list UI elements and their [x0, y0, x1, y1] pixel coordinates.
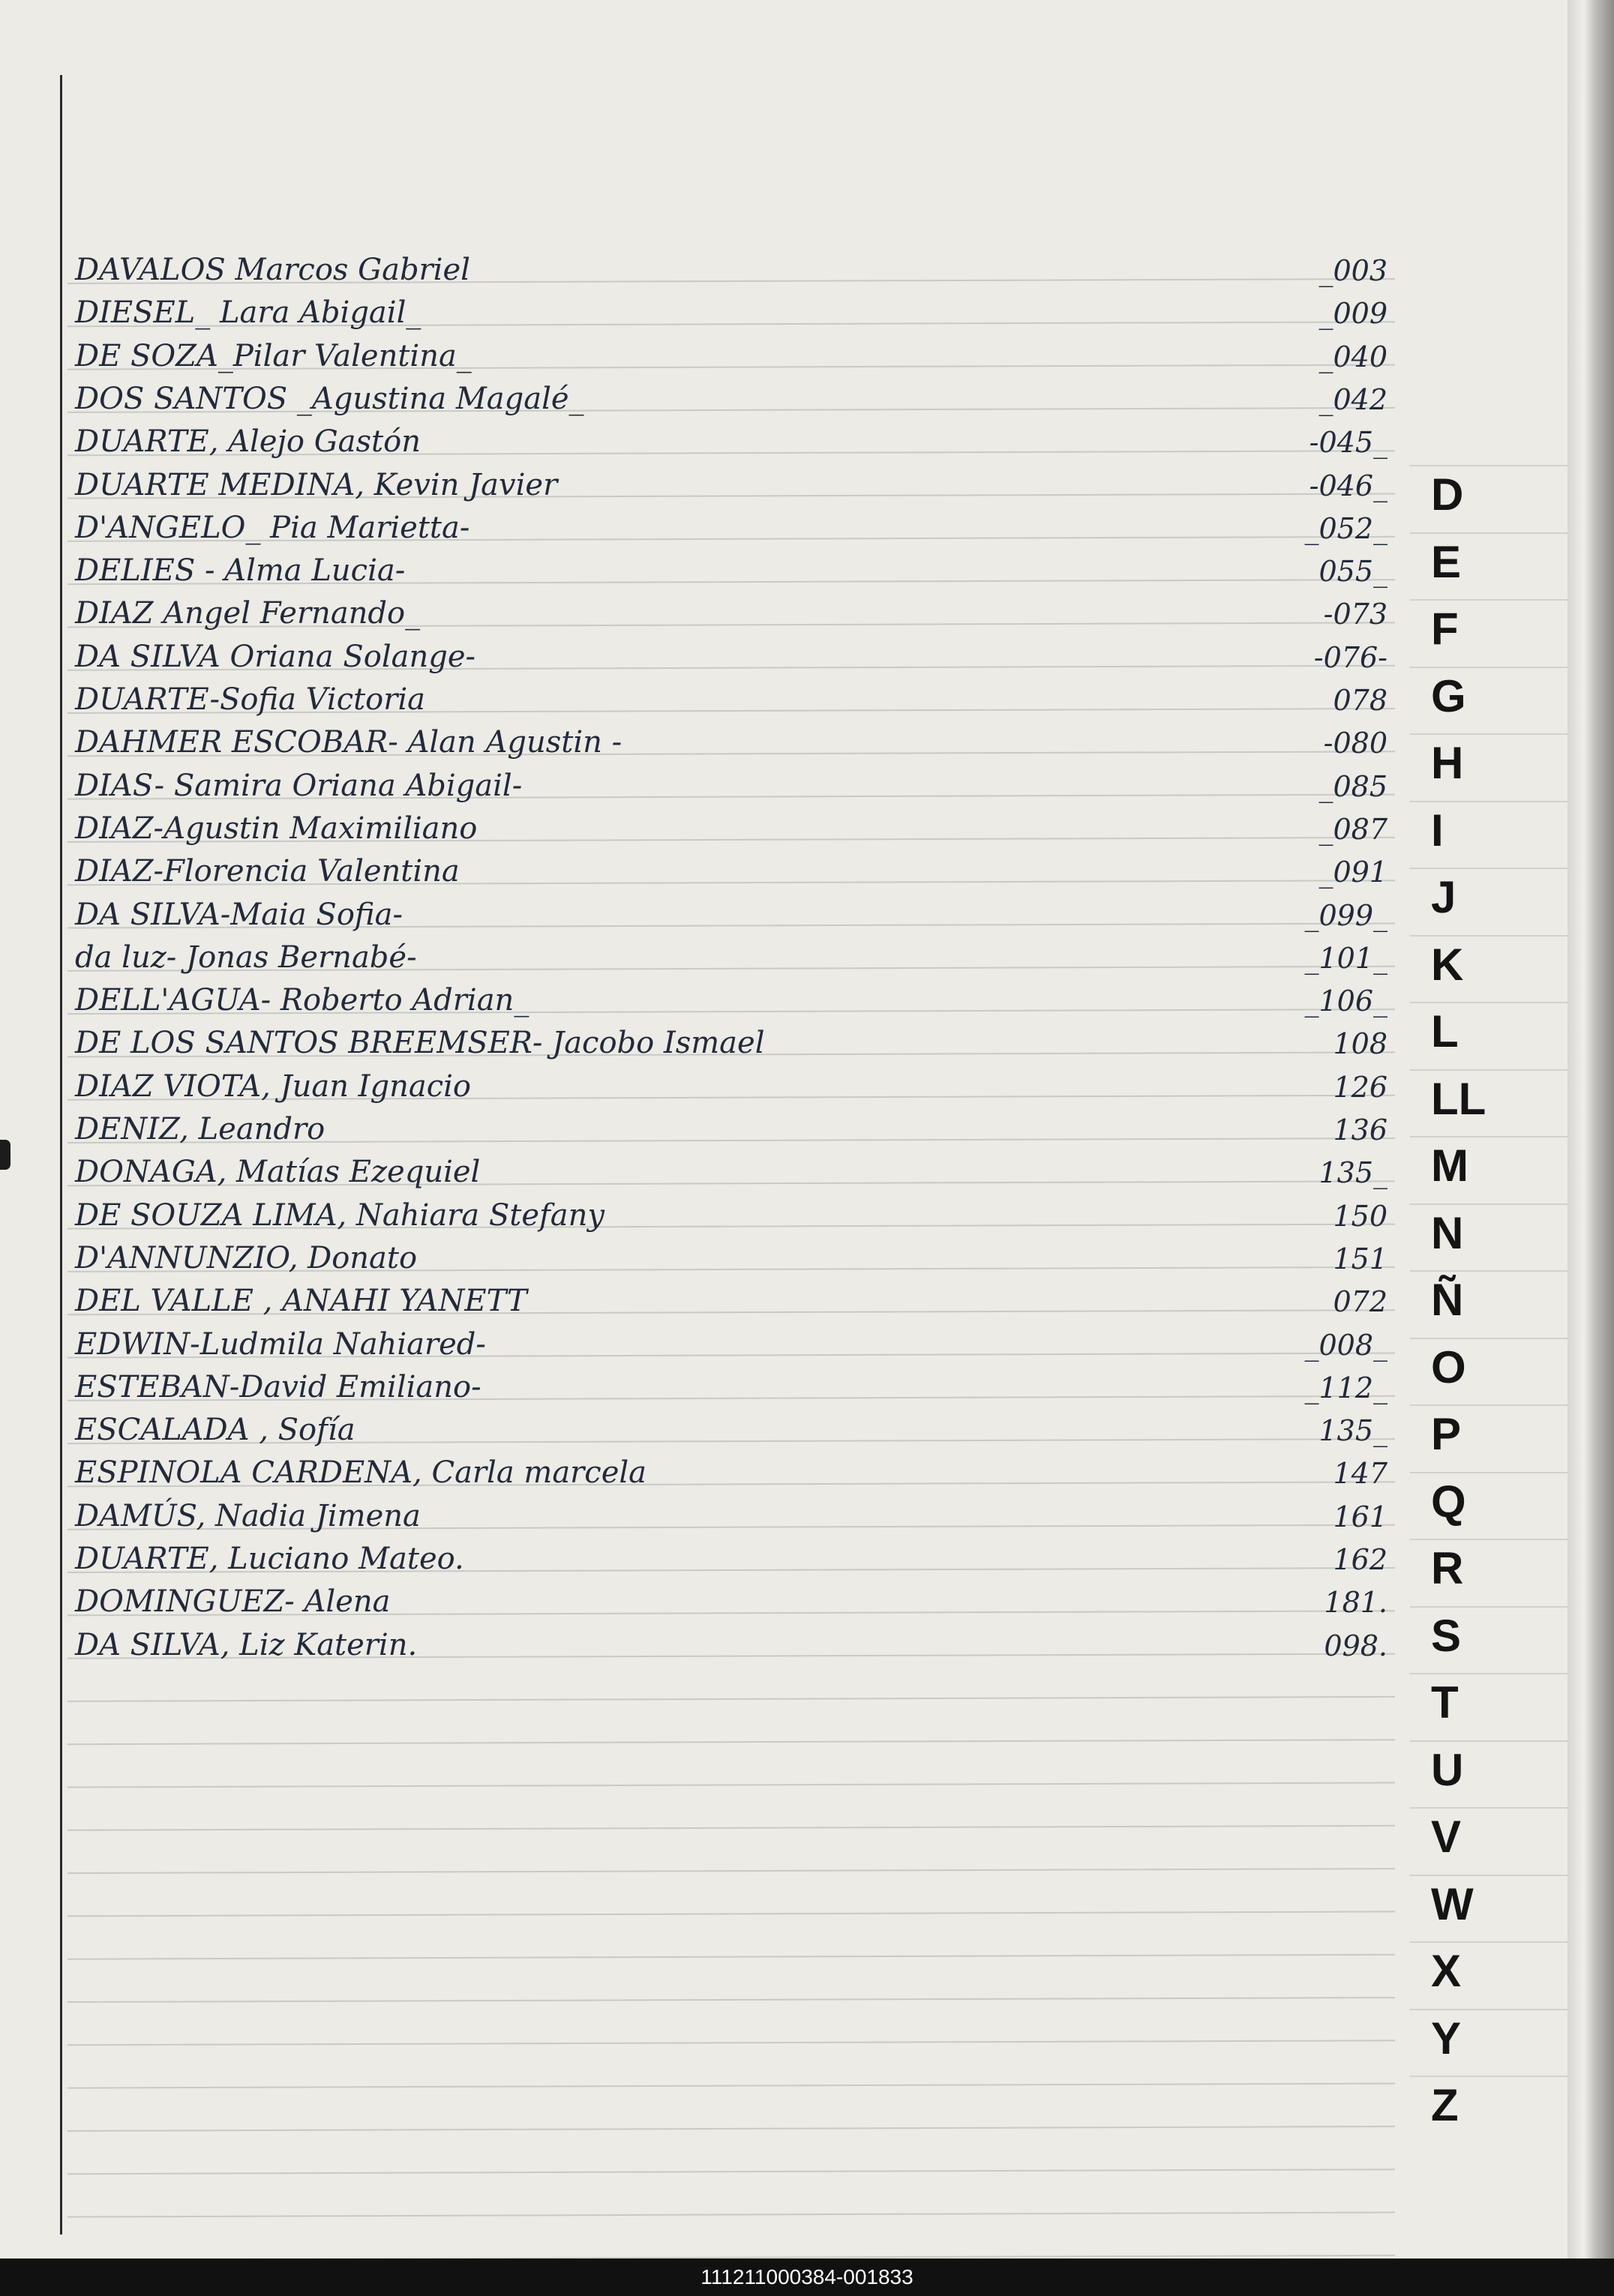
student-name: DA SILVA, Liz Katerin. [75, 1627, 418, 1662]
index-tab-letter: G [1431, 670, 1466, 721]
index-tab[interactable] [1410, 599, 1568, 653]
index-tab[interactable] [1410, 1338, 1568, 1392]
ruled-line [68, 1998, 1395, 2002]
index-tab[interactable] [1410, 1404, 1568, 1458]
index-tab-letter: R [1431, 1543, 1464, 1593]
page-edge [1568, 0, 1614, 2259]
ruled-line [68, 1869, 1395, 1873]
list-item [0, 1149, 1410, 1192]
index-tab-letter: Z [1431, 2080, 1459, 2130]
index-tab-letter: H [1431, 738, 1464, 788]
index-tab[interactable] [1410, 1270, 1568, 1324]
index-tab-letter: K [1431, 939, 1464, 990]
list-item [0, 806, 1410, 849]
student-number: _091 [1318, 856, 1388, 889]
list-item [0, 634, 1410, 677]
student-name: DOS SANTOS _Agustina Magalé_ [75, 381, 584, 416]
student-number: _052_ [1304, 511, 1388, 545]
index-tab[interactable] [1410, 1875, 1568, 1929]
list-item [0, 1236, 1410, 1278]
student-name: DUARTE, Luciano Mateo. [75, 1542, 464, 1576]
list-item [0, 849, 1410, 892]
student-number: _106_ [1304, 985, 1388, 1018]
list-item [0, 1107, 1410, 1149]
list-item [0, 1193, 1410, 1236]
student-number: 161 [1333, 1500, 1388, 1533]
list-item [0, 1623, 1410, 1665]
list-item [0, 892, 1410, 935]
student-name: DONAGA, Matías Ezequiel [75, 1155, 481, 1190]
index-tab[interactable] [1410, 2076, 1568, 2130]
student-number: 072 [1333, 1285, 1388, 1319]
index-tab[interactable] [1410, 801, 1568, 855]
student-name: DENIZ, Leandro [75, 1112, 326, 1147]
index-tab[interactable] [1410, 1807, 1568, 1861]
student-name: DEL VALLE , ANAHI YANETT [75, 1284, 527, 1319]
index-tab-letter: W [1431, 1878, 1474, 1929]
index-tab[interactable] [1410, 733, 1568, 787]
list-item [0, 1536, 1410, 1579]
ruled-line [68, 1826, 1395, 1830]
index-tab-letter: L [1431, 1006, 1459, 1057]
footer-bar [0, 2259, 1614, 2296]
student-name: DOMINGUEZ- Alena [75, 1584, 391, 1620]
index-tab-letter: J [1431, 872, 1456, 922]
list-item [0, 1494, 1410, 1536]
student-number: _040 [1318, 340, 1388, 373]
student-name: DIAZ-Florencia Valentina [75, 854, 460, 889]
student-name: DAHMER ESCOBAR- Alan Agustin - [75, 725, 622, 760]
student-number: 108 [1333, 1027, 1388, 1061]
ruled-line [68, 1740, 1395, 1744]
index-tab-letter: X [1431, 1946, 1462, 1996]
student-name: DIAZ VIOTA, Juan Ignacio [75, 1069, 471, 1104]
index-tab[interactable] [1410, 1136, 1568, 1190]
index-tab-letter: U [1431, 1744, 1464, 1795]
student-number: _009 [1318, 297, 1388, 331]
alphabet-index-tabs [1410, 465, 1568, 2175]
index-tab-letter: M [1431, 1141, 1468, 1191]
student-name: DAVALOS Marcos Gabriel [75, 253, 470, 287]
list-item [0, 548, 1410, 591]
index-tab-letter: Ñ [1431, 1275, 1464, 1325]
index-tab[interactable] [1410, 1740, 1568, 1794]
list-item [0, 334, 1410, 376]
index-tab-letter: D [1431, 469, 1464, 520]
student-name: ESTEBAN-David Emiliano- [75, 1369, 482, 1404]
list-item [0, 376, 1410, 419]
list-item [0, 247, 1410, 290]
student-name: DAMÚS, Nadia Jimena [75, 1498, 421, 1533]
student-number: 162 [1333, 1543, 1388, 1576]
student-number: _112_ [1304, 1371, 1388, 1404]
student-number: -076- [1313, 640, 1388, 674]
list-item [0, 1278, 1410, 1321]
list-item [0, 419, 1410, 462]
index-tab-letter: LL [1431, 1073, 1486, 1124]
student-number: 147 [1333, 1457, 1388, 1491]
student-name: DA SILVA Oriana Solange- [75, 639, 476, 674]
ruled-line [68, 2127, 1395, 2131]
index-tab[interactable] [1410, 1673, 1568, 1727]
student-name: EDWIN-Ludmila Nahiared- [75, 1326, 486, 1362]
index-tab-letter: V [1431, 1812, 1462, 1862]
student-number: 151 [1333, 1242, 1388, 1275]
student-name: DE SOZA_Pilar Valentina_ [75, 338, 472, 373]
index-tab[interactable] [1410, 868, 1568, 922]
list-item [0, 1064, 1410, 1107]
student-number: -080 [1323, 727, 1388, 760]
index-tab[interactable] [1410, 1941, 1568, 1995]
student-name: DE LOS SANTOS BREEMSER- Jacobo Ismael [75, 1026, 765, 1061]
student-name: DUARTE-Sofia Victoria [75, 682, 426, 717]
list-item [0, 1365, 1410, 1407]
index-tab[interactable] [1410, 532, 1568, 586]
ruled-line [68, 2040, 1395, 2045]
student-number: -073 [1323, 598, 1388, 631]
index-tab[interactable] [1410, 1472, 1568, 1526]
student-number: 078 [1333, 684, 1388, 717]
list-item [0, 505, 1410, 548]
student-name: DELL'AGUA- Roberto Adrian_ [75, 983, 530, 1018]
list-item [0, 1407, 1410, 1450]
list-item [0, 763, 1410, 806]
index-tab[interactable] [1410, 935, 1568, 989]
list-item [0, 720, 1410, 763]
student-number: _101_ [1304, 941, 1388, 975]
student-number: _003 [1318, 254, 1388, 287]
student-name: ESCALADA , Sofía [75, 1413, 356, 1448]
student-name: DE SOUZA LIMA, Nahiara Stefany [75, 1197, 605, 1233]
ruled-line [68, 2084, 1395, 2088]
list-item [0, 1450, 1410, 1493]
student-number: 055_ [1318, 555, 1388, 589]
index-tab-letter: P [1431, 1409, 1462, 1459]
index-tab[interactable] [1410, 1002, 1568, 1056]
index-tab[interactable] [1410, 1606, 1568, 1660]
student-name: DIAZ-Agustin Maximiliano [75, 811, 478, 846]
ruled-line [68, 1783, 1395, 1788]
student-name: D'ANGELO_ Pia Marietta- [75, 510, 470, 545]
index-tab[interactable] [1410, 667, 1568, 721]
list-item [0, 935, 1410, 978]
student-number: -045_ [1309, 426, 1388, 460]
index-tab-letter: Y [1431, 2013, 1462, 2064]
student-number: 126 [1333, 1070, 1388, 1104]
student-name: DELIES - Alma Lucia- [75, 553, 406, 589]
student-number: -046_ [1309, 469, 1388, 502]
student-number: _099_ [1304, 898, 1388, 932]
ruled-line [68, 1955, 1395, 1959]
list-item [0, 1021, 1410, 1063]
index-tab[interactable] [1410, 1203, 1568, 1257]
list-item [0, 1579, 1410, 1622]
student-number: _087 [1318, 812, 1388, 846]
student-number: 181. [1324, 1586, 1388, 1620]
student-number: _042 [1318, 382, 1388, 416]
student-name: DIAS- Samira Oriana Abigail- [75, 768, 523, 803]
index-tab[interactable] [1410, 2009, 1568, 2063]
ruled-line [68, 2169, 1395, 2174]
student-name: DIAZ Angel Fernando_ [75, 596, 421, 631]
student-name: DUARTE, Alejo Gastón [75, 424, 421, 460]
student-name: ESPINOLA CARDENA, Carla marcela [75, 1455, 647, 1491]
list-item [0, 463, 1410, 505]
list-item [0, 591, 1410, 634]
index-tab[interactable] [1410, 1539, 1568, 1593]
student-number: _008_ [1304, 1328, 1388, 1362]
index-tab-letter: F [1431, 604, 1459, 654]
list-item [0, 978, 1410, 1021]
student-name: DUARTE MEDINA, Kevin Javier [75, 467, 558, 502]
student-name: da luz- Jonas Bernabé- [75, 940, 417, 975]
student-number: _085 [1318, 769, 1388, 803]
document-code: 111211000384-001833 [700, 2265, 914, 2289]
student-number: 136 [1333, 1114, 1388, 1147]
index-tab-letter: T [1431, 1677, 1459, 1728]
student-name: D'ANNUNZIO, Donato [75, 1240, 418, 1275]
student-number: 150 [1333, 1199, 1388, 1233]
index-tab[interactable] [1410, 465, 1568, 519]
index-tab-letter: N [1431, 1207, 1464, 1258]
index-tab-letter: Q [1431, 1476, 1466, 1527]
index-tab-letter: S [1431, 1610, 1462, 1661]
list-item [0, 1322, 1410, 1365]
binding-mark [0, 1140, 10, 1170]
index-tab-letter: I [1431, 805, 1444, 856]
list-item [0, 290, 1410, 333]
ruled-line [68, 2213, 1395, 2217]
student-number: 135_ [1318, 1414, 1388, 1448]
student-number: 098. [1324, 1629, 1388, 1662]
ruled-line [68, 1911, 1395, 1916]
student-name: DIESEL_ Lara Abigail_ [75, 295, 422, 331]
index-tab-letter: E [1431, 536, 1462, 587]
index-tab[interactable] [1410, 1069, 1568, 1123]
student-number: 135_ [1318, 1156, 1388, 1190]
list-item [0, 677, 1410, 720]
student-name: DA SILVA-Maia Sofia- [75, 897, 403, 932]
index-tab-letter: O [1431, 1341, 1466, 1392]
